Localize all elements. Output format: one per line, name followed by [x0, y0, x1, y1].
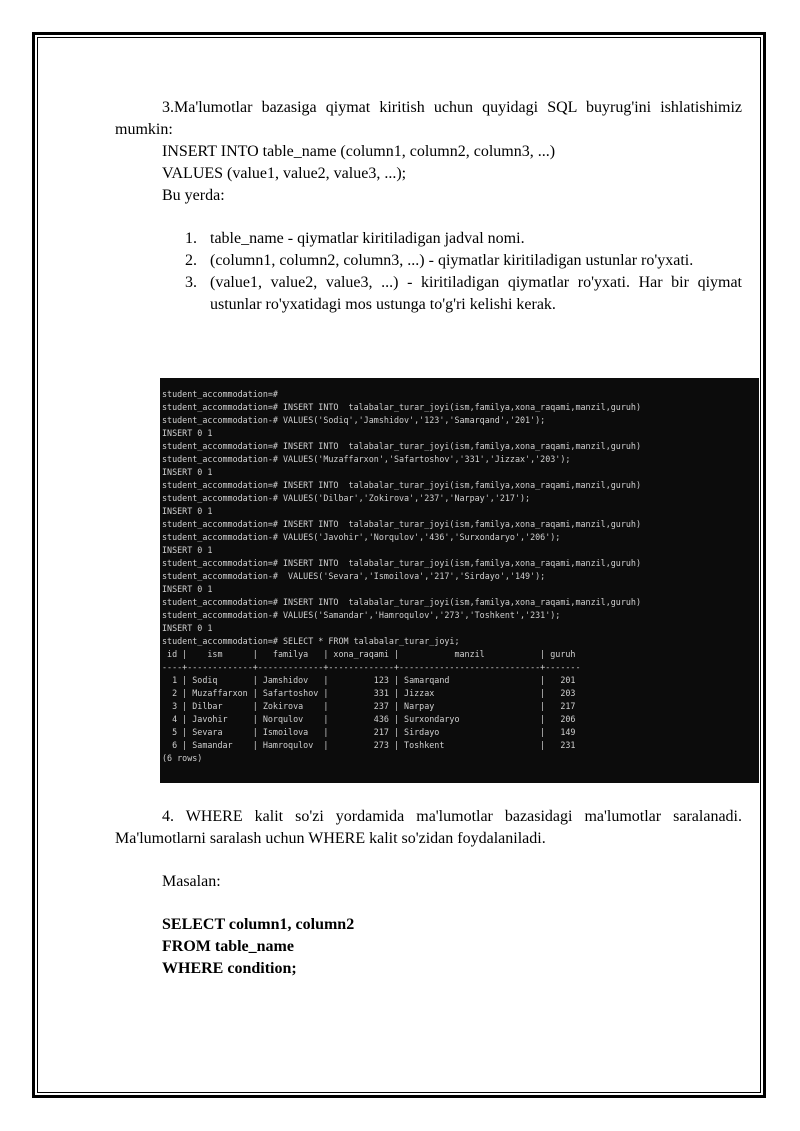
terminal-line: student_accommodation=# INSERT INTO talabalar_turar_joyi(ism,familya,xona_raqami,manzil,guruh) [162, 558, 642, 568]
where-code-line-1: SELECT column1, column2 [162, 916, 355, 933]
insert-code-line-2: VALUES (value1, value2, value3, ...); [162, 165, 407, 182]
terminal-line: 4 | Javohir | Norqulov | 436 | Surxondaryo | 206 [162, 714, 576, 724]
terminal-line: INSERT 0 1 [162, 623, 213, 633]
list-item [115, 272, 742, 316]
terminal-line: student_accommodation-# VALUES('Sodiq','Jamshidov','123','Samarqand','201'); [162, 415, 546, 425]
list-item [115, 250, 742, 272]
terminal-line: student_accommodation=# INSERT INTO talabalar_turar_joyi(ism,familya,xona_raqami,manzil,guruh) [162, 402, 642, 412]
terminal-output [160, 378, 759, 765]
terminal-line: student_accommodation-# VALUES('Muzaffarxon','Safartoshov','331','Jizzax','203'); [162, 454, 571, 464]
terminal-line: INSERT 0 1 [162, 467, 213, 477]
terminal-line: 2 | Muzaffarxon | Safartoshov | 331 | Jizzax | 203 [162, 688, 576, 698]
section-insert [115, 97, 742, 316]
where-intro-paragraph: 4. WHERE kalit so'zi yordamida ma'lumotlar bazasidagi ma'lumotlar saralanadi. Ma'lumotlarni saralash uchun WHERE kalit so'zidan foydalaniladi. [115, 808, 742, 847]
list-item [115, 228, 742, 250]
terminal-line: INSERT 0 1 [162, 545, 213, 555]
terminal-line: student_accommodation-# VALUES('Sevara','Ismoilova','217','Sirdayo','149'); [162, 571, 546, 581]
where-code-line-2: FROM table_name [162, 938, 294, 955]
explanation-list [115, 228, 742, 316]
terminal-line: student_accommodation=# INSERT INTO talabalar_turar_joyi(ism,familya,xona_raqami,manzil,guruh) [162, 480, 642, 490]
terminal-line: student_accommodation-# VALUES('Dilbar','Zokirova','237','Narpay','217'); [162, 493, 531, 503]
terminal-line: student_accommodation-# VALUES('Javohir','Norqulov','436','Surxondaryo','206'); [162, 532, 561, 542]
terminal-line: ----+-------------+-------------+-------------+----------------------------+------- [162, 662, 581, 672]
terminal-line: student_accommodation=# [162, 389, 278, 399]
list-item-text: (value1, value2, value3, ...) - kiritiladigan qiymatlar ro'yxati. Har bir qiymat ustunlar ro'yxatidagi mos ustunga to'g'ri kelishi kerak. [210, 274, 742, 313]
terminal-line: 3 | Dilbar | Zokirova | 237 | Narpay | 217 [162, 701, 576, 711]
terminal-screenshot [160, 378, 759, 783]
terminal-line: INSERT 0 1 [162, 584, 213, 594]
where-code-line-3: WHERE condition; [162, 960, 297, 977]
terminal-line: student_accommodation=# INSERT INTO talabalar_turar_joyi(ism,familya,xona_raqami,manzil,guruh) [162, 519, 642, 529]
terminal-line: INSERT 0 1 [162, 428, 213, 438]
bu-yerda-label: Bu yerda: [162, 187, 225, 204]
insert-code-line-1: INSERT INTO table_name (column1, column2, column3, ...) [162, 143, 556, 160]
list-item-text: table_name - qiymatlar kiritiladigan jadval nomi. [210, 230, 525, 247]
terminal-line: id | ism | familya | xona_raqami | manzil | guruh [162, 649, 576, 659]
terminal-line: student_accommodation=# INSERT INTO talabalar_turar_joyi(ism,familya,xona_raqami,manzil,guruh) [162, 597, 642, 607]
terminal-line: student_accommodation=# INSERT INTO talabalar_turar_joyi(ism,familya,xona_raqami,manzil,guruh) [162, 441, 642, 451]
list-item-text: (column1, column2, column3, ...) - qiymatlar kiritiladigan ustunlar ro'yxati. [210, 252, 694, 269]
list-item-number: 1. [185, 230, 197, 247]
list-item-number: 3. [185, 274, 197, 291]
terminal-line: INSERT 0 1 [162, 506, 213, 516]
masalan-label: Masalan: [162, 873, 221, 890]
terminal-line: 5 | Sevara | Ismoilova | 217 | Sirdayo | 149 [162, 727, 576, 737]
terminal-line: 1 | Sodiq | Jamshidov | 123 | Samarqand | 201 [162, 675, 576, 685]
section-where [115, 806, 742, 980]
terminal-line: student_accommodation=# SELECT * FROM talabalar_turar_joyi; [162, 636, 460, 646]
terminal-line: 6 | Samandar | Hamroqulov | 273 | Toshkent | 231 [162, 740, 576, 750]
terminal-line: (6 rows) [162, 753, 203, 763]
insert-intro-paragraph: 3.Ma'lumotlar bazasiga qiymat kiritish uchun quyidagi SQL buyrug'ini ishlatishimiz mumkin: [115, 99, 742, 138]
list-item-number: 2. [185, 252, 197, 269]
terminal-line: student_accommodation-# VALUES('Samandar','Hamroqulov','273','Toshkent','231'); [162, 610, 561, 620]
